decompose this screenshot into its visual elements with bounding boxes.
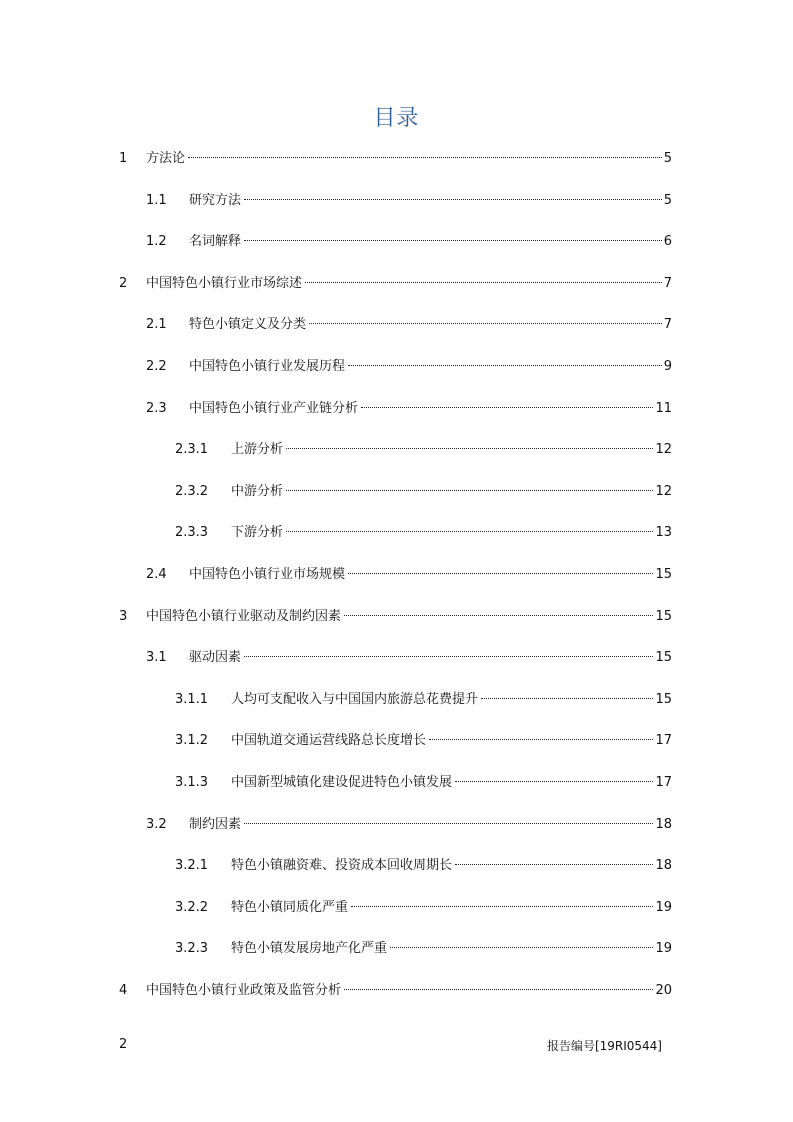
dot-leader bbox=[244, 199, 662, 200]
toc-entry-line bbox=[231, 689, 672, 711]
toc-entry-line bbox=[231, 439, 672, 461]
toc-entry-line bbox=[146, 980, 672, 1002]
dot-leader bbox=[361, 407, 653, 408]
dot-leader bbox=[348, 365, 662, 366]
toc-entry-line bbox=[189, 564, 672, 586]
toc-entry-page: 15 bbox=[655, 609, 672, 624]
toc-entry-title: 中游分析 bbox=[231, 484, 284, 499]
toc-entry-number: 1.1 bbox=[146, 193, 167, 208]
dot-leader bbox=[429, 739, 653, 740]
dot-leader bbox=[244, 240, 662, 241]
dot-leader bbox=[348, 573, 653, 574]
toc-entry-line bbox=[231, 522, 672, 544]
dot-leader bbox=[351, 906, 653, 907]
toc-entry-title: 中国特色小镇行业发展历程 bbox=[189, 359, 346, 374]
toc-entry-number: 2.2 bbox=[146, 359, 167, 374]
toc-entry-number: 4 bbox=[119, 983, 128, 998]
toc-entry-page: 12 bbox=[655, 442, 672, 457]
toc-entry[interactable] bbox=[0, 398, 793, 420]
toc-entry[interactable] bbox=[0, 606, 793, 628]
toc-entry-line bbox=[146, 273, 672, 295]
toc-entry-title: 中国特色小镇行业驱动及制约因素 bbox=[146, 609, 342, 624]
dot-leader bbox=[309, 323, 662, 324]
toc-entry-page: 19 bbox=[655, 900, 672, 915]
toc-entry-page: 9 bbox=[663, 359, 672, 374]
toc-entry-number: 2.3 bbox=[146, 401, 167, 416]
dot-leader bbox=[244, 823, 653, 824]
toc-entry-page: 11 bbox=[655, 401, 672, 416]
toc-entry-number: 3.1.1 bbox=[175, 692, 209, 707]
toc-entry-number: 3.1 bbox=[146, 650, 167, 665]
dot-leader bbox=[188, 157, 662, 158]
toc-entry-page: 5 bbox=[663, 193, 672, 208]
toc-entry-title: 下游分析 bbox=[231, 525, 284, 540]
dot-leader bbox=[286, 490, 653, 491]
toc-entry-title: 驱动因素 bbox=[189, 650, 242, 665]
toc-entry[interactable] bbox=[0, 564, 793, 586]
toc-entry-page: 15 bbox=[655, 692, 672, 707]
toc-entry-line bbox=[189, 814, 672, 836]
toc-entry-line bbox=[189, 356, 672, 378]
toc-entry-number: 1.2 bbox=[146, 234, 167, 249]
toc-entry[interactable] bbox=[0, 938, 793, 960]
dot-leader bbox=[286, 531, 653, 532]
toc-entry-page: 20 bbox=[655, 983, 672, 998]
toc-entry-line bbox=[189, 231, 672, 253]
dot-leader bbox=[244, 656, 653, 657]
toc-entry-page: 12 bbox=[655, 484, 672, 499]
toc-entry-number: 3.1.3 bbox=[175, 775, 209, 790]
toc-entry[interactable] bbox=[0, 356, 793, 378]
toc-entry-title: 制约因素 bbox=[189, 817, 242, 832]
toc-entry[interactable] bbox=[0, 481, 793, 503]
toc-entry[interactable] bbox=[0, 314, 793, 336]
toc-entry-title: 中国特色小镇行业产业链分析 bbox=[189, 401, 359, 416]
toc-entry-number: 3.1.2 bbox=[175, 733, 209, 748]
toc-entry-title: 名词解释 bbox=[189, 234, 242, 249]
toc-entry-page: 18 bbox=[655, 817, 672, 832]
toc-entry-number: 2.3.3 bbox=[175, 525, 209, 540]
toc-entry-number: 3.2 bbox=[146, 817, 167, 832]
toc-entry[interactable] bbox=[0, 231, 793, 253]
toc-entry[interactable] bbox=[0, 855, 793, 877]
toc-entry-number: 2.4 bbox=[146, 567, 167, 582]
dot-leader bbox=[344, 615, 653, 616]
toc-entry[interactable] bbox=[0, 730, 793, 752]
toc-entry-title: 研究方法 bbox=[189, 193, 242, 208]
toc-entry-line bbox=[231, 855, 672, 877]
toc-entry-line bbox=[231, 897, 672, 919]
dot-leader bbox=[481, 698, 653, 699]
toc-entry-number: 2.3.1 bbox=[175, 442, 209, 457]
toc-entry-title: 中国轨道交通运营线路总长度增长 bbox=[231, 733, 427, 748]
dot-leader bbox=[455, 864, 653, 865]
toc-entry[interactable] bbox=[0, 148, 793, 170]
toc-entry-page: 15 bbox=[655, 567, 672, 582]
toc-entry-number: 3.2.1 bbox=[175, 858, 209, 873]
dot-leader bbox=[344, 989, 653, 990]
toc-entry-number: 3.2.2 bbox=[175, 900, 209, 915]
toc-entry-line bbox=[231, 938, 672, 960]
toc-entry-page: 15 bbox=[655, 650, 672, 665]
toc-entry[interactable] bbox=[0, 814, 793, 836]
toc-entry[interactable] bbox=[0, 273, 793, 295]
toc-entry-title: 方法论 bbox=[146, 151, 186, 166]
toc-entry-line bbox=[231, 772, 672, 794]
toc-entry-page: 5 bbox=[663, 151, 672, 166]
toc-entry-title: 中国特色小镇行业市场综述 bbox=[146, 276, 303, 291]
toc-entry-line bbox=[189, 398, 672, 420]
toc-entry[interactable] bbox=[0, 439, 793, 461]
toc-entry-page: 17 bbox=[655, 733, 672, 748]
toc-entry-title: 人均可支配收入与中国国内旅游总花费提升 bbox=[231, 692, 479, 707]
toc-entry-line bbox=[231, 730, 672, 752]
toc-entry-line bbox=[189, 314, 672, 336]
toc-entry-number: 1 bbox=[119, 151, 128, 166]
toc-entry[interactable] bbox=[0, 522, 793, 544]
toc-entry-page: 19 bbox=[655, 941, 672, 956]
toc-entry-page: 17 bbox=[655, 775, 672, 790]
toc-entry-title: 中国新型城镇化建设促进特色小镇发展 bbox=[231, 775, 453, 790]
toc-title: 目录 bbox=[373, 106, 420, 131]
toc-entry[interactable] bbox=[0, 980, 793, 1002]
toc-entry-title: 中国特色小镇行业市场规模 bbox=[189, 567, 346, 582]
dot-leader bbox=[390, 947, 653, 948]
toc-entry-line bbox=[146, 606, 672, 628]
toc-entry-page: 18 bbox=[655, 858, 672, 873]
toc-entry-title: 特色小镇定义及分类 bbox=[189, 317, 307, 332]
toc-entry-line bbox=[231, 481, 672, 503]
toc-entry[interactable] bbox=[0, 190, 793, 212]
toc-entry[interactable] bbox=[0, 689, 793, 711]
toc-entry-page: 7 bbox=[663, 317, 672, 332]
toc-entry-line bbox=[146, 148, 672, 170]
toc-entry-title: 特色小镇同质化严重 bbox=[231, 900, 349, 915]
dot-leader bbox=[305, 282, 662, 283]
toc-entry[interactable] bbox=[0, 772, 793, 794]
toc-entry-number: 3 bbox=[119, 609, 128, 624]
report-id: 报告编号[19RI0544] bbox=[546, 1039, 662, 1053]
toc-entry-title: 特色小镇融资难、投资成本回收周期长 bbox=[231, 858, 453, 873]
dot-leader bbox=[286, 448, 653, 449]
toc-entry-number: 2.3.2 bbox=[175, 484, 209, 499]
toc-entry-number: 3.2.3 bbox=[175, 941, 209, 956]
toc-entry-title: 上游分析 bbox=[231, 442, 284, 457]
toc-entry-page: 7 bbox=[663, 276, 672, 291]
toc-entry[interactable] bbox=[0, 647, 793, 669]
toc-entry-page: 13 bbox=[655, 525, 672, 540]
page-number: 2 bbox=[119, 1037, 128, 1052]
dot-leader bbox=[455, 781, 653, 782]
toc-entry-title: 特色小镇发展房地产化严重 bbox=[231, 941, 388, 956]
toc-entry-number: 2 bbox=[119, 276, 128, 291]
toc-entry-title: 中国特色小镇行业政策及监管分析 bbox=[146, 983, 342, 998]
toc-entry-line bbox=[189, 647, 672, 669]
toc-entry-page: 6 bbox=[663, 234, 672, 249]
toc-entry-line bbox=[189, 190, 672, 212]
toc-entry[interactable] bbox=[0, 897, 793, 919]
toc-entry-number: 2.1 bbox=[146, 317, 167, 332]
